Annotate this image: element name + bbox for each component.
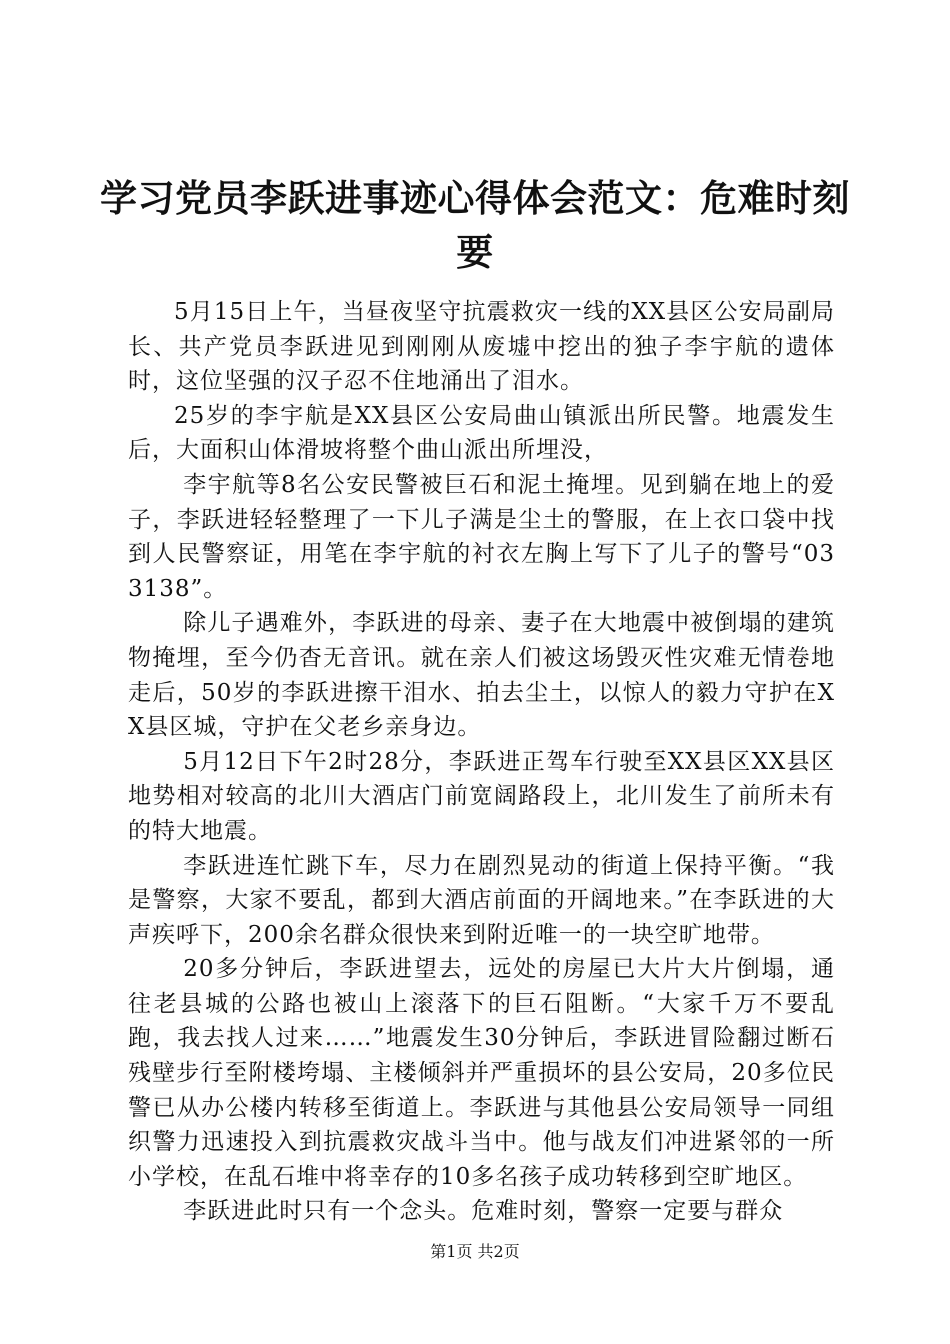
document-body: [128, 295, 835, 1229]
paragraph-5: 5月12日下午2时28分，李跃进正驾车行驶至XX县区XX县区地势相对较高的北川大酒店门前宽阔路段上，北川发生了前所未有的特大地震。: [128, 748, 835, 844]
paragraph-4: 除儿子遇难外，李跃进的母亲、妻子在大地震中被倒塌的建筑物掩埋，至今仍杳无音讯。就在亲人们被这场毁灭性灾难无情卷地走后，50岁的李跃进擦干泪水、拍去尘土，以惊人的毅力守护在XX县区城，守护在父老乡亲身边。: [128, 610, 835, 741]
page-number-footer: 第1页 共2页: [430, 1242, 520, 1261]
paragraph-1: 5月15日上午，当昼夜坚守抗震救灾一线的XX县区公安局副局长、共产党员李跃进见到刚刚从废墟中挖出的独子李宇航的遗体时，这位坚强的汉子忍不住地涌出了泪水。: [128, 299, 835, 395]
paragraph-7: 20多分钟后，李跃进望去，远处的房屋已大片大片倒塌，通往老县城的公路也被山上滚落下的巨石阻断。“大家千万不要乱跑，我去找人过来……”地震发生30分钟后，李跃进冒险翻过断石残壁步行至附楼垮塌、主楼倾斜并严重损坏的县公安局，20多位民警已从办公楼内转移至街道上。李跃进与其他县公安局领导一同组织警力迅速投入到抗震救灾战斗当中。他与战友们冲进紧邻的一所小学校，在乱石堆中将幸存的10多名孩子成功转移到空旷地区。: [128, 956, 835, 1190]
paragraph-6: 李跃进连忙跳下车，尽力在剧烈晃动的街道上保持平衡。“我是警察，大家不要乱，都到大酒店前面的开阔地来。”在李跃进的大声疾呼下，200余名群众很快来到附近唯一的一块空旷地带。: [128, 852, 835, 948]
paragraph-2: 25岁的李宇航是XX县区公安局曲山镇派出所民警。地震发生后，大面积山体滑坡将整个曲山派出所埋没，: [128, 402, 835, 464]
paragraph-3: 李宇航等8名公安民警被巨石和泥土掩埋。见到躺在地上的爱子，李跃进轻轻整理了一下儿子满是尘土的警服，在上衣口袋中找到人民警察证，用笔在李宇航的衬衣左胸上写下了儿子的警号“033138”。: [128, 471, 835, 602]
paragraph-8: 李跃进此时只有一个念头。危难时刻，警察一定要与群众: [183, 1198, 784, 1225]
document-title: 学习党员李跃进事迹心得体会范文：危难时刻要: [100, 177, 850, 274]
